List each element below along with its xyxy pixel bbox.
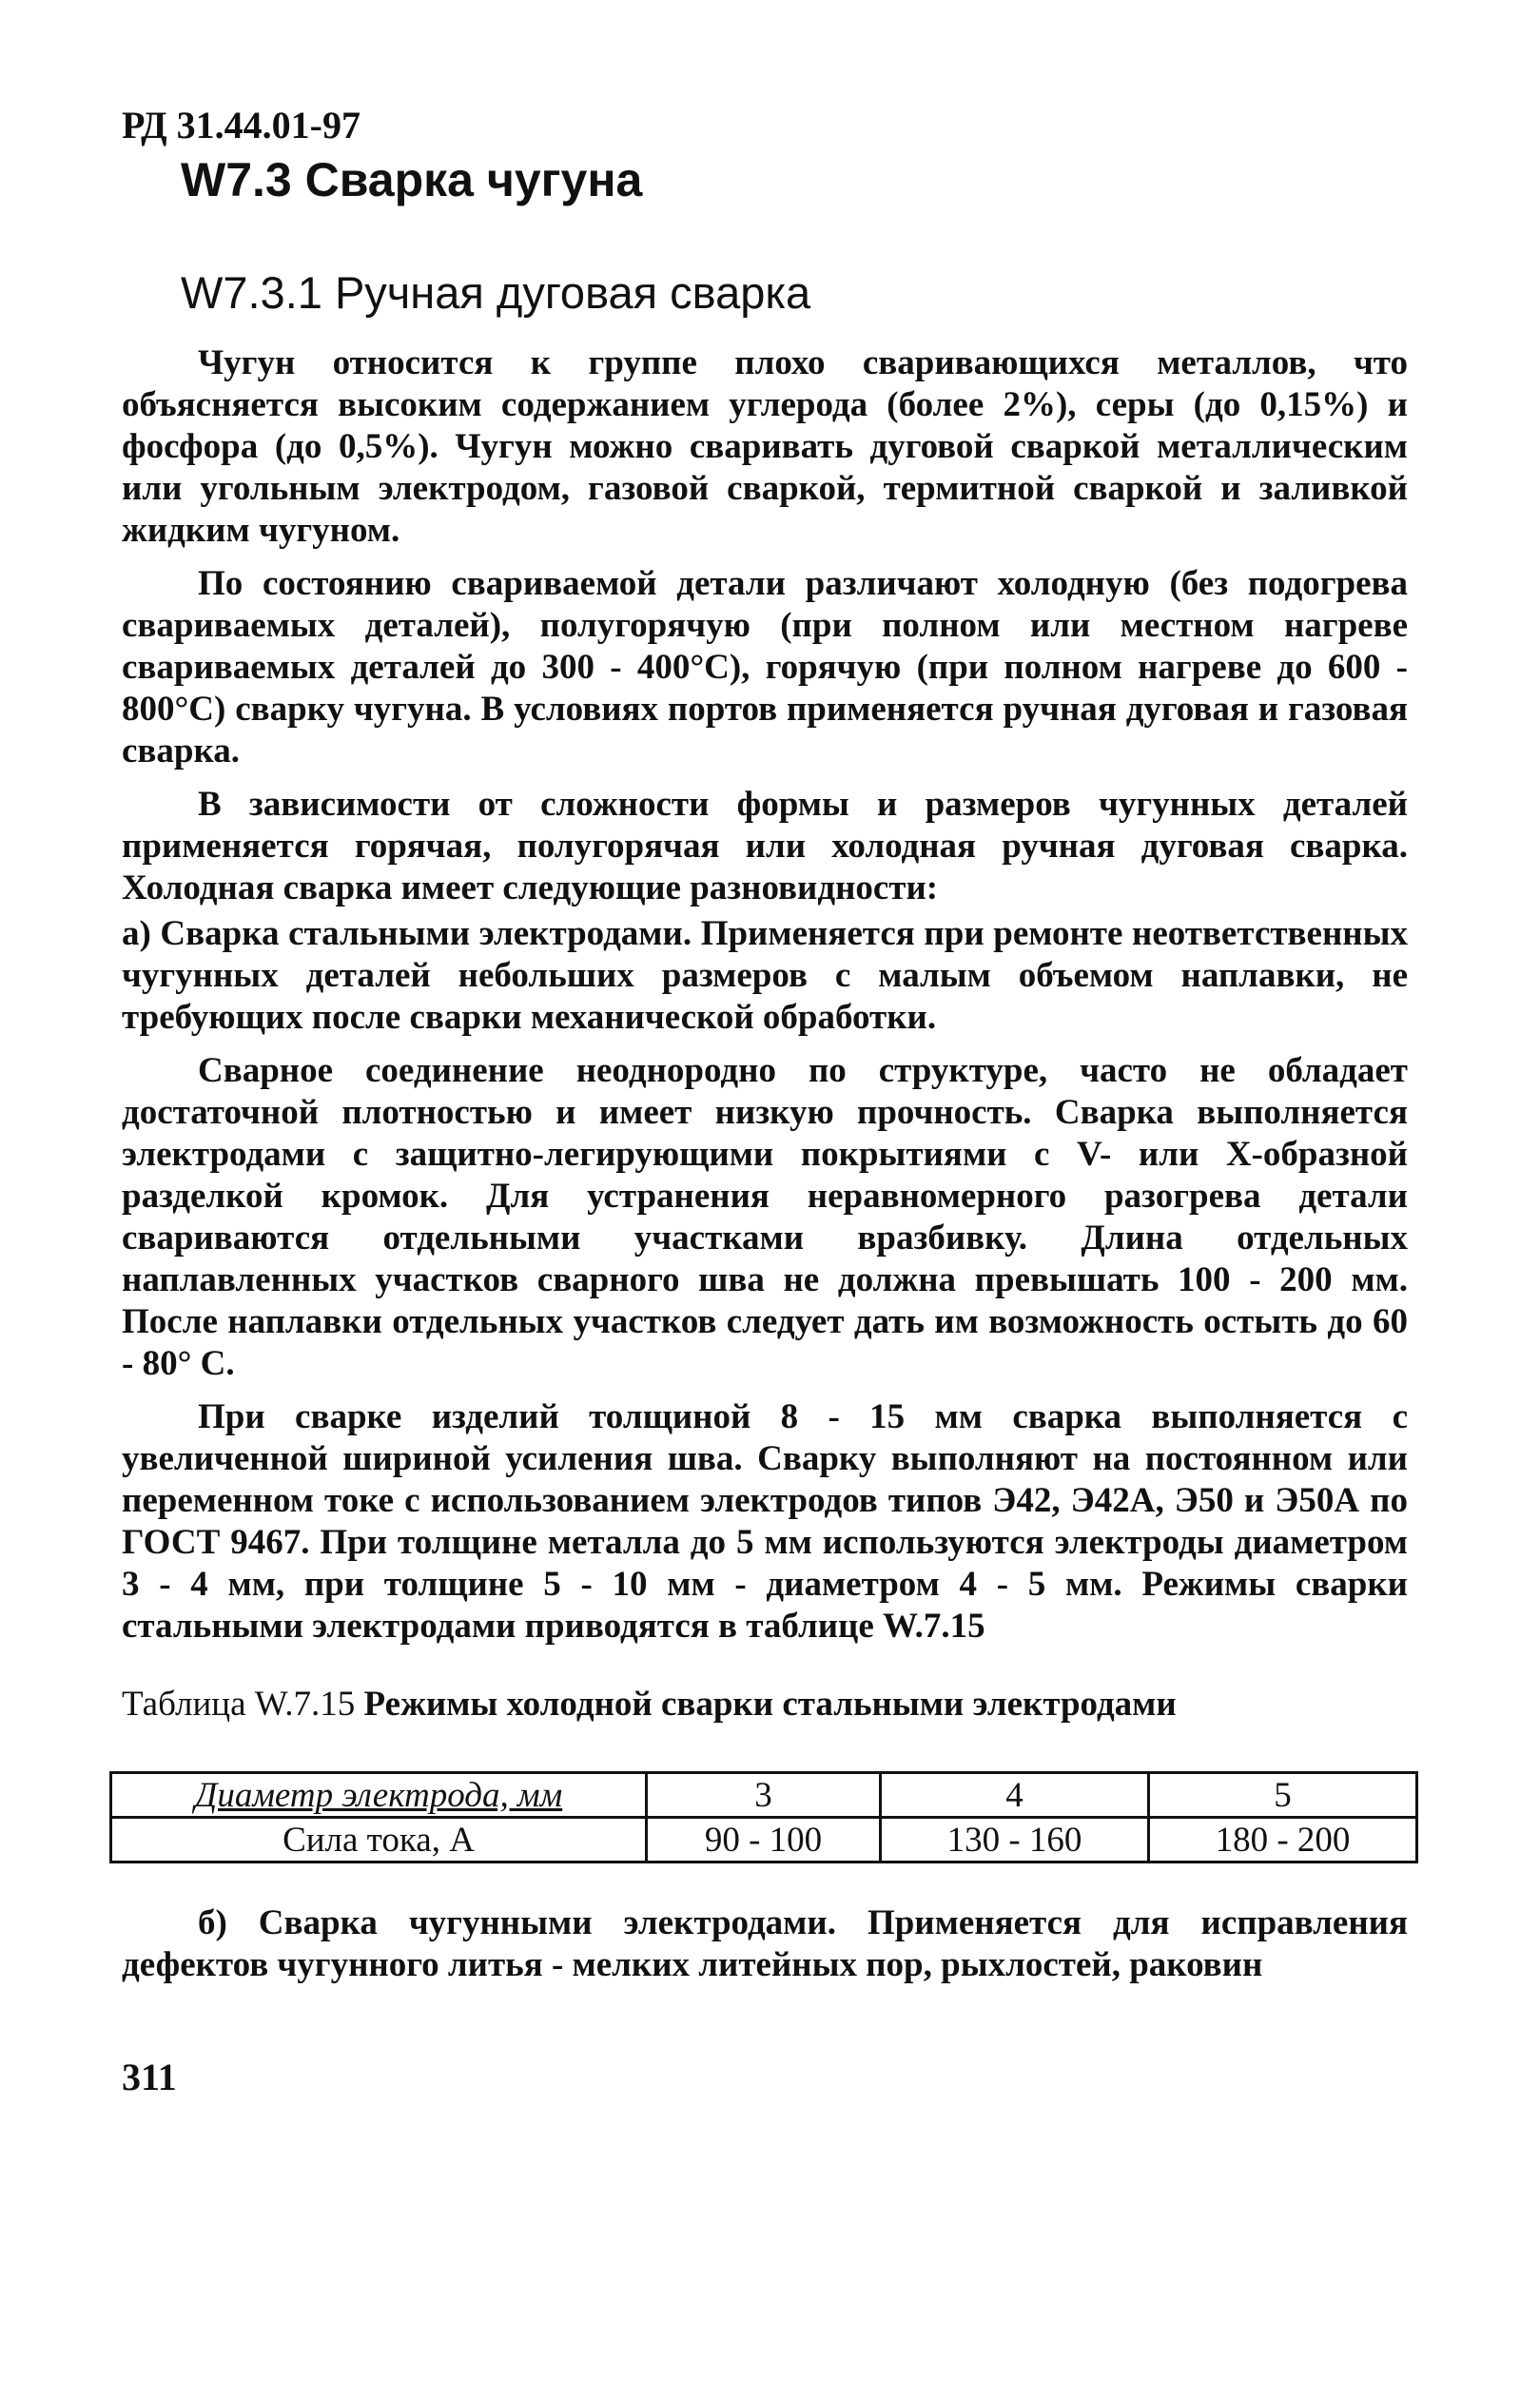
- subsection-title: W7.3.1 Ручная дуговая сварка: [181, 267, 811, 318]
- item-a-text: Применяется при ремонте неответственных чугунных деталей небольших размеров с малым объемом наплавки, не требующих после сварки механической обработки.: [122, 914, 1408, 1037]
- paragraph: В зависимости от сложности формы и размеров чугунных деталей применяется горячая, полугорячая или холодная ручная дуговая сварка. Холодная сварка имеет следующие разновидности:: [122, 785, 1408, 907]
- section-title: W7.3 Сварка чугуна: [181, 153, 643, 206]
- welding-modes-table: [109, 1771, 1418, 1863]
- table-row: [111, 1773, 1417, 1818]
- page-number: 311: [122, 2056, 177, 2098]
- paragraph: Сварное соединение неоднородно по структуре, часто не обладает достаточной плотностью и имеет низкую прочность. Сварка выполняется электродами с защитно-легирующими покрытиями с V- или X-образной разделкой кромок. Для устранения неравномерного разогрева детали свариваются отдельными участками вразбивку. Длина отдельных наплавленных участков сварного шва не должна превышать 100 - 200 мм. После наплавки отдельных участков следует дать им возможность остыть до 60 - 80° С.: [122, 1051, 1408, 1383]
- table-caption-label: Таблица W.7.15: [122, 1685, 364, 1724]
- document-code: РД 31.44.01-97: [122, 104, 361, 146]
- table-caption-title: Режимы холодной сварки стальными электродами: [363, 1685, 1177, 1724]
- table-cell: 3: [647, 1773, 881, 1818]
- paragraph: При сварке изделий толщиной 8 - 15 мм сварка выполняется с увеличенной шириной усиления шва. Сварку выполняют на постоянном или переменном токе с использованием электродов типов Э42, Э42А, Э50 и Э50А по ГОСТ 9467. При толщине металла до 5 мм используются электроды диаметром 3 - 4 мм, при толщине 5 - 10 мм - диаметром 4 - 5 мм. Режимы сварки стальными электродами приводятся в таблице W.7.15: [122, 1397, 1408, 1646]
- table-cell: 90 - 100: [647, 1818, 881, 1863]
- table-cell: 4: [880, 1773, 1148, 1818]
- table-cell: 5: [1148, 1773, 1416, 1818]
- table-row-header: Диаметр электрода, мм: [111, 1773, 647, 1818]
- table-caption: [122, 1684, 1177, 1725]
- item-b-lead: б) Сварка чугунными электродами.: [198, 1903, 836, 1942]
- item-a-lead: а) Сварка стальными электродами.: [122, 914, 692, 953]
- paragraph: По состоянию свариваемой детали различают холодную (без подогрева свариваемых деталей), полугорячую (при полном или местном нагреве свариваемых деталей до 300 - 400°С), горячую (при полном нагреве до 600 - 800°С) сварку чугуна. В условиях портов применяется ручная дуговая и газовая сварка.: [122, 564, 1408, 770]
- item-b-text: Применяется для исправления дефектов чугунного литья - мелких литейных пор, рыхлостей, раковин: [122, 1903, 1408, 1984]
- table-row: [111, 1818, 1417, 1863]
- item-a: [122, 913, 1408, 1039]
- paragraph: Чугун относится к группе плохо сваривающихся металлов, что объясняется высоким содержанием углерода (более 2%), серы (до 0,15%) и фосфора (до 0,5%). Чугун можно сваривать дуговой сваркой металлическим или угольным электродом, газовой сваркой, термитной сваркой и заливкой жидким чугуном.: [122, 343, 1408, 550]
- item-b: [122, 1902, 1408, 1986]
- table-cell: 130 - 160: [880, 1818, 1148, 1863]
- table-row-header: Сила тока, А: [111, 1818, 647, 1863]
- body-text: [122, 342, 1408, 1659]
- table-cell: 180 - 200: [1148, 1818, 1416, 1863]
